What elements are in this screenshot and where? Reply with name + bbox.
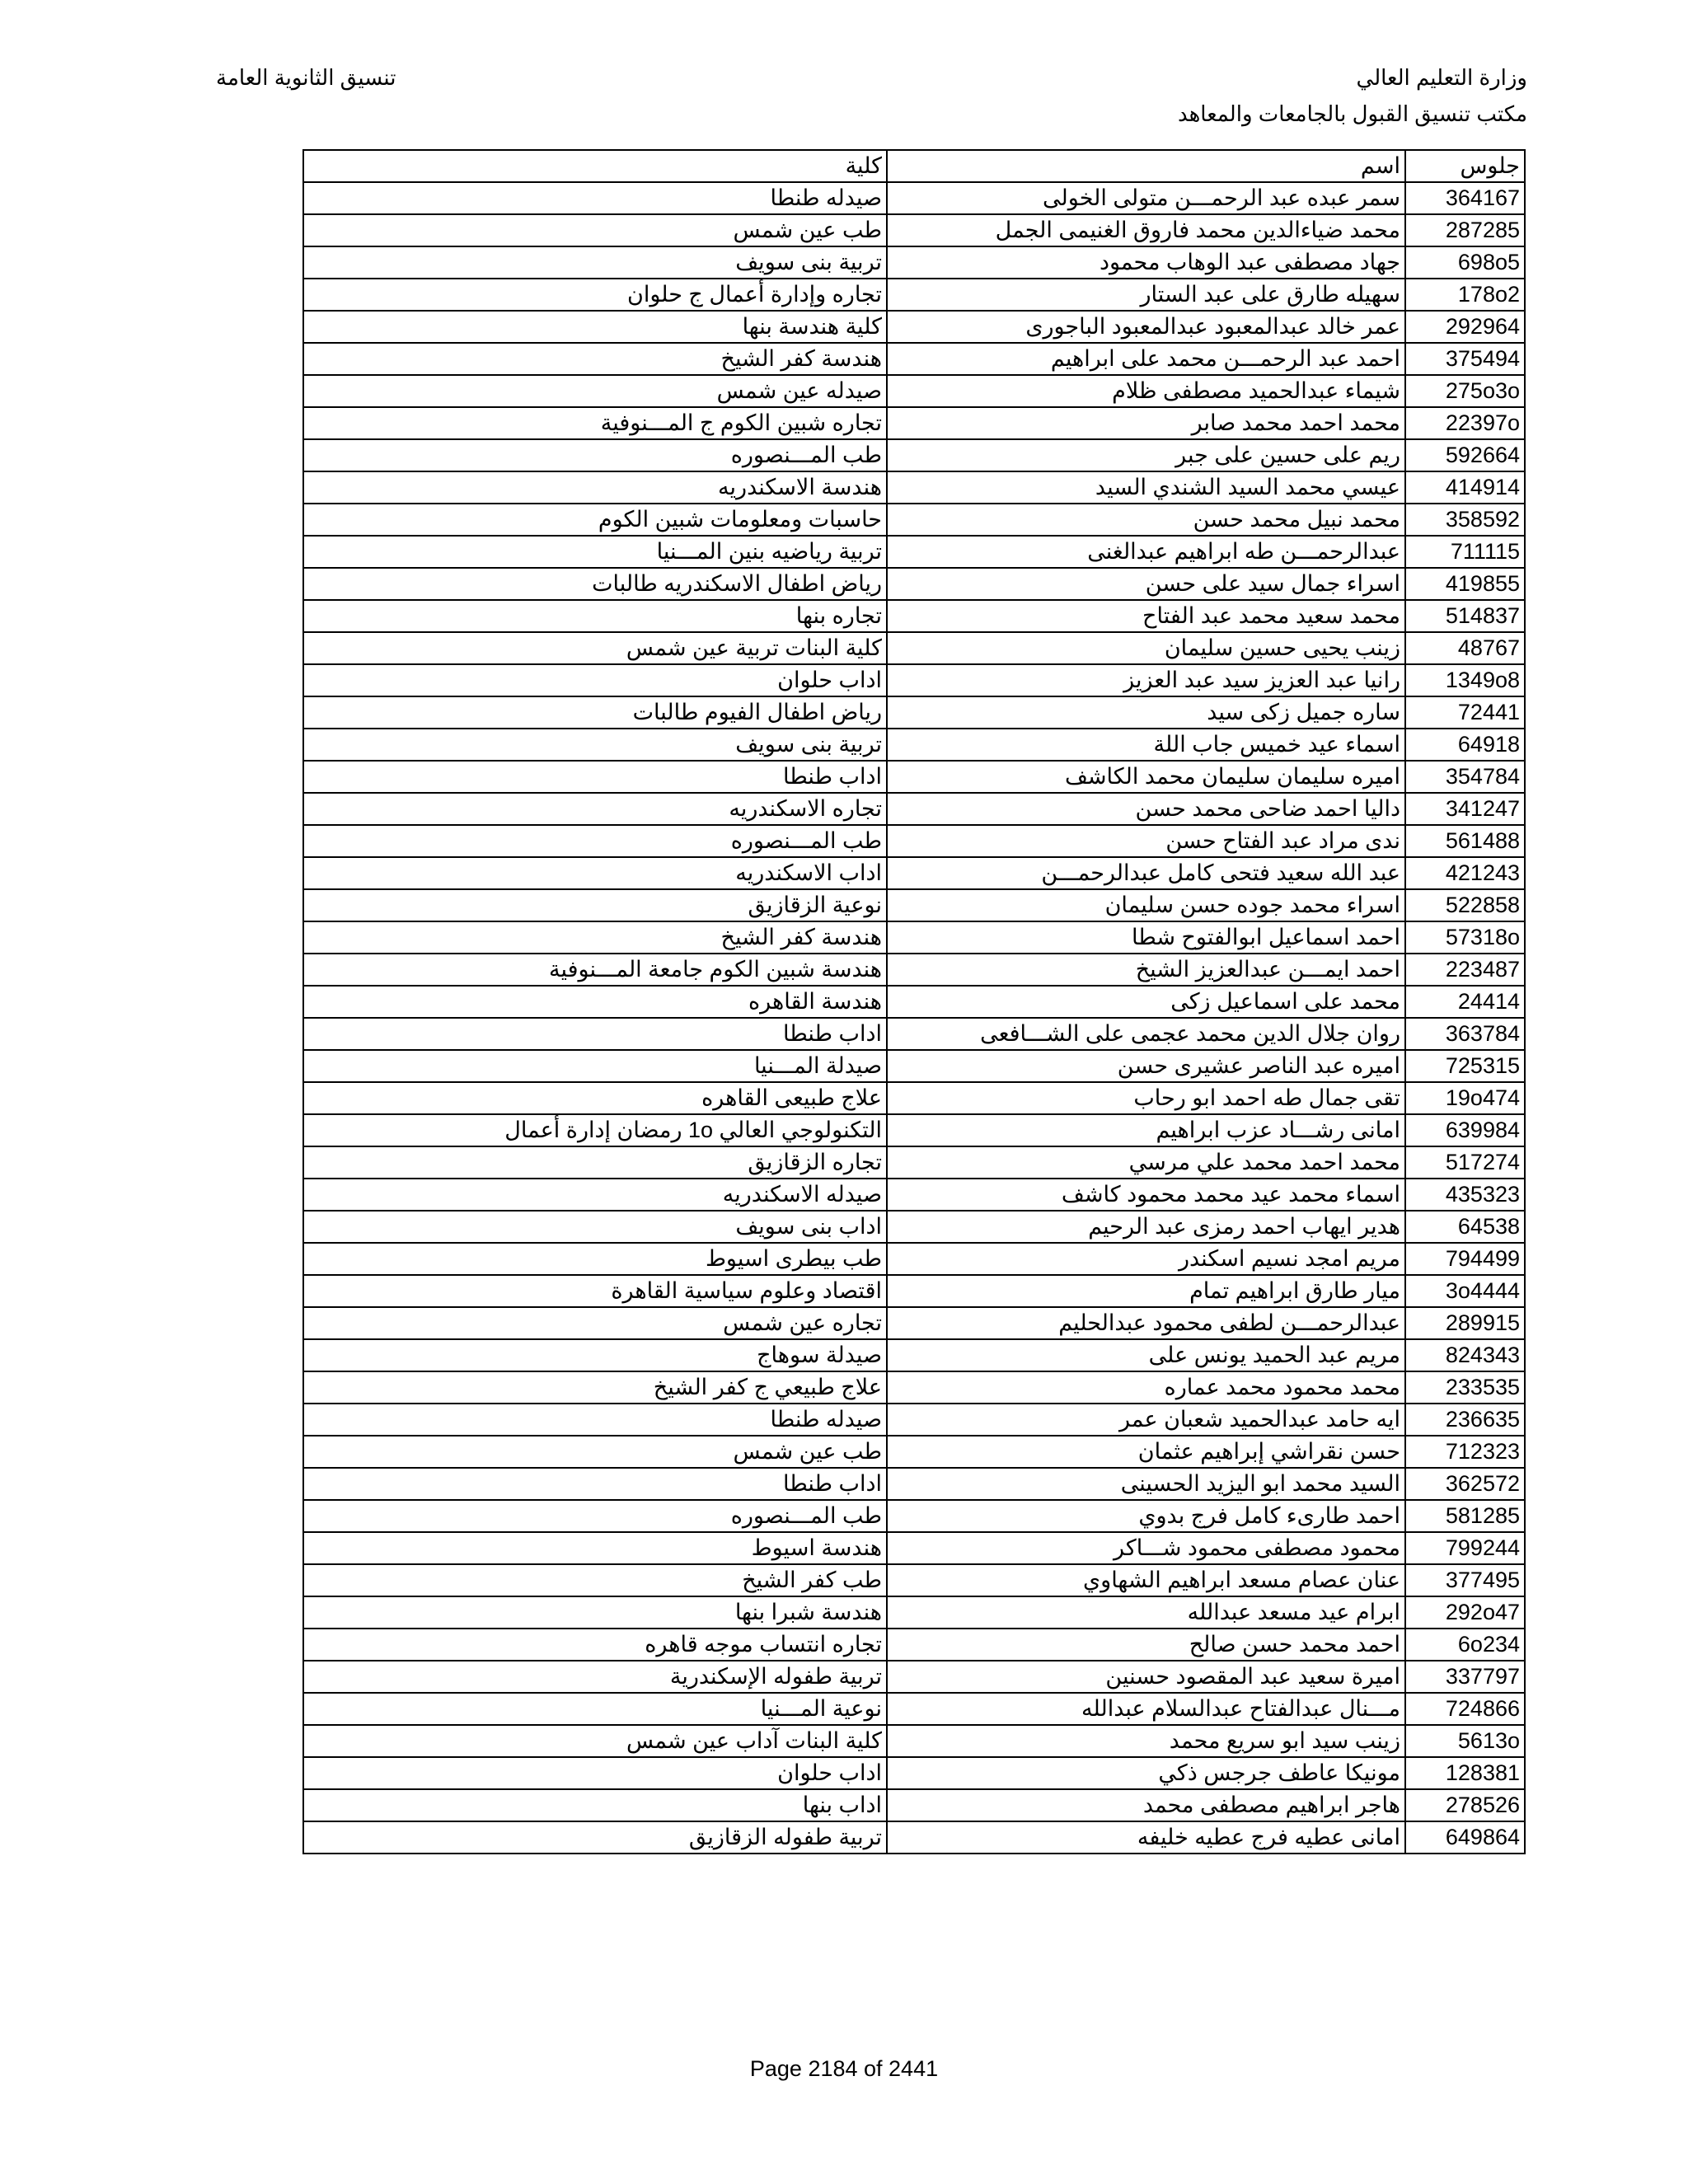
faculty-cell: اداب طنطا <box>303 1468 887 1500</box>
faculty-cell: صيدلة سوهاج <box>303 1339 887 1371</box>
column-header-name: اسم <box>887 150 1405 182</box>
seat-number-cell: 414914 <box>1405 471 1525 504</box>
faculty-cell: حاسبات ومعلومات شبين الكوم <box>303 504 887 536</box>
faculty-cell: هندسة شبين الكوم جامعة المـــنوفية <box>303 954 887 986</box>
table-row <box>303 1018 1525 1050</box>
student-name-cell: احمد محمد حسن صالح <box>887 1629 1405 1661</box>
student-name-cell: امانى عطيه فرج عطيه خليفه <box>887 1821 1405 1854</box>
office-name: مكتب تنسيق القبول بالجامعات والمعاهد <box>1177 101 1527 126</box>
faculty-cell: كلية البنات تربية عين شمس <box>303 632 887 664</box>
seat-number-cell: 1349o8 <box>1405 664 1525 696</box>
table-row <box>303 986 1525 1018</box>
seat-number-cell: 275o3o <box>1405 375 1525 407</box>
faculty-cell: رياض اطفال الفيوم طالبات <box>303 696 887 729</box>
table-row <box>303 1339 1525 1371</box>
table-row <box>303 1307 1525 1339</box>
faculty-cell: صيدله طنطا <box>303 1404 887 1436</box>
table-row <box>303 1629 1525 1661</box>
seat-number-cell: 24414 <box>1405 986 1525 1018</box>
student-name-cell: جهاد مصطفى عبد الوهاب محمود <box>887 246 1405 279</box>
student-name-cell: عبدالرحمـــن طه ابراهيم عبدالغنى <box>887 536 1405 568</box>
table-row <box>303 1821 1525 1854</box>
seat-number-cell: 435323 <box>1405 1179 1525 1211</box>
faculty-cell: اداب طنطا <box>303 1018 887 1050</box>
seat-number-cell: 794499 <box>1405 1243 1525 1275</box>
table-row <box>303 343 1525 375</box>
table-row <box>303 1532 1525 1564</box>
table-row <box>303 632 1525 664</box>
faculty-cell: التكنولوجي العالي 1o رمضان إدارة أعمال <box>303 1114 887 1146</box>
seat-number-cell: 19o474 <box>1405 1082 1525 1114</box>
table-row <box>303 954 1525 986</box>
table-row <box>303 761 1525 793</box>
column-header-faculty: كلية <box>303 150 887 182</box>
faculty-cell: تجاره عين شمس <box>303 1307 887 1339</box>
faculty-cell: هندسة كفر الشيخ <box>303 921 887 954</box>
faculty-cell: تجاره بنها <box>303 600 887 632</box>
faculty-cell: طب كفر الشيخ <box>303 1564 887 1596</box>
faculty-cell: علاج طبيعى القاهره <box>303 1082 887 1114</box>
student-name-cell: ميار طارق ابراهيم تمام <box>887 1275 1405 1307</box>
document-title: تنسيق الثانوية العامة <box>216 65 396 90</box>
student-name-cell: عيسي محمد السيد الشندي السيد <box>887 471 1405 504</box>
table-row <box>303 921 1525 954</box>
student-name-cell: محمد ضياءالدين محمد فاروق الغنيمى الجمل <box>887 214 1405 246</box>
faculty-cell: تربية طفوله الإسكندرية <box>303 1661 887 1693</box>
admissions-table <box>302 149 1526 1854</box>
table-row <box>303 696 1525 729</box>
seat-number-cell: 712323 <box>1405 1436 1525 1468</box>
table-row <box>303 1146 1525 1179</box>
faculty-cell: تجاره الزقازيق <box>303 1146 887 1179</box>
faculty-cell: اداب حلوان <box>303 1757 887 1789</box>
faculty-cell: كلية البنات آداب عين شمس <box>303 1725 887 1757</box>
table-row <box>303 1468 1525 1500</box>
faculty-cell: صيدلة المـــنيا <box>303 1050 887 1082</box>
student-name-cell: مـــنال عبدالفتاح عبدالسلام عبدالله <box>887 1693 1405 1725</box>
student-name-cell: داليا احمد ضاحى محمد حسن <box>887 793 1405 825</box>
seat-number-cell: 824343 <box>1405 1339 1525 1371</box>
student-name-cell: محمد على اسماعيل زكى <box>887 986 1405 1018</box>
seat-number-cell: 649864 <box>1405 1821 1525 1854</box>
seat-number-cell: 514837 <box>1405 600 1525 632</box>
student-name-cell: هاجر ابراهيم مصطفى محمد <box>887 1789 1405 1821</box>
student-name-cell: تقى جمال طه احمد ابو رحاب <box>887 1082 1405 1114</box>
table-header-row <box>303 150 1525 182</box>
table-row <box>303 1179 1525 1211</box>
student-name-cell: اسماء محمد عيد محمد محمود كاشف <box>887 1179 1405 1211</box>
student-name-cell: ندى مراد عبد الفتاح حسن <box>887 825 1405 857</box>
faculty-cell: طب المـــنصوره <box>303 1500 887 1532</box>
student-name-cell: شيماء عبدالحميد مصطفى ظلام <box>887 375 1405 407</box>
table-row <box>303 1725 1525 1757</box>
seat-number-cell: 57318o <box>1405 921 1525 954</box>
seat-number-cell: 22397o <box>1405 407 1525 439</box>
seat-number-cell: 725315 <box>1405 1050 1525 1082</box>
ministry-name: وزارة التعليم العالي <box>1356 65 1527 90</box>
seat-number-cell: 421243 <box>1405 857 1525 889</box>
faculty-cell: هندسة الاسكندريه <box>303 471 887 504</box>
student-name-cell: احمد عبد الرحمـــن محمد على ابراهيم <box>887 343 1405 375</box>
seat-number-cell: 3o4444 <box>1405 1275 1525 1307</box>
table-row <box>303 1757 1525 1789</box>
faculty-cell: اداب بنها <box>303 1789 887 1821</box>
table-row <box>303 1114 1525 1146</box>
student-name-cell: سهيله طارق على عبد الستار <box>887 279 1405 311</box>
student-name-cell: اميرة سعيد عبد المقصود حسنين <box>887 1661 1405 1693</box>
faculty-cell: اداب الاسكندريه <box>303 857 887 889</box>
table-row <box>303 182 1525 214</box>
table-row <box>303 536 1525 568</box>
faculty-cell: طب المـــنصوره <box>303 439 887 471</box>
seat-number-cell: 6o234 <box>1405 1629 1525 1661</box>
faculty-cell: اداب حلوان <box>303 664 887 696</box>
student-name-cell: هدير ايهاب احمد رمزى عبد الرحيم <box>887 1211 1405 1243</box>
student-name-cell: حسن نقراشي إبراهيم عثمان <box>887 1436 1405 1468</box>
seat-number-cell: 581285 <box>1405 1500 1525 1532</box>
table-row <box>303 664 1525 696</box>
student-name-cell: اسراء محمد جوده حسن سليمان <box>887 889 1405 921</box>
faculty-cell: صيدله الاسكندريه <box>303 1179 887 1211</box>
seat-number-cell: 419855 <box>1405 568 1525 600</box>
table-row <box>303 1436 1525 1468</box>
table-row <box>303 568 1525 600</box>
seat-number-cell: 639984 <box>1405 1114 1525 1146</box>
seat-number-cell: 289915 <box>1405 1307 1525 1339</box>
student-name-cell: اميره عبد الناصر عشيرى حسن <box>887 1050 1405 1082</box>
seat-number-cell: 362572 <box>1405 1468 1525 1500</box>
ministry-header <box>1178 59 1527 132</box>
faculty-cell: نوعية المـــنيا <box>303 1693 887 1725</box>
faculty-cell: هندسة كفر الشيخ <box>303 343 887 375</box>
table-row <box>303 1404 1525 1436</box>
student-name-cell: ايه حامد عبدالحميد شعبان عمر <box>887 1404 1405 1436</box>
table-row <box>303 1050 1525 1082</box>
seat-number-cell: 233535 <box>1405 1371 1525 1404</box>
faculty-cell: اداب بنى سويف <box>303 1211 887 1243</box>
faculty-cell: علاج طبيعي ج كفر الشيخ <box>303 1371 887 1404</box>
table-row <box>303 1211 1525 1243</box>
faculty-cell: هندسة شبرا بنها <box>303 1596 887 1629</box>
faculty-cell: تربية طفوله الزقازيق <box>303 1821 887 1854</box>
student-name-cell: ريم على حسين على جبر <box>887 439 1405 471</box>
student-name-cell: عمر خالد عبدالمعبود عبدالمعبود الباجورى <box>887 311 1405 343</box>
seat-number-cell: 592664 <box>1405 439 1525 471</box>
seat-number-cell: 292964 <box>1405 311 1525 343</box>
seat-number-cell: 72441 <box>1405 696 1525 729</box>
student-name-cell: محمود مصطفى محمود شـــاكر <box>887 1532 1405 1564</box>
student-name-cell: اسراء جمال سيد على حسن <box>887 568 1405 600</box>
faculty-cell: طب المـــنصوره <box>303 825 887 857</box>
table-row <box>303 311 1525 343</box>
student-name-cell: محمد محمود محمد عماره <box>887 1371 1405 1404</box>
table-row <box>303 1275 1525 1307</box>
faculty-cell: صيدله طنطا <box>303 182 887 214</box>
seat-number-cell: 363784 <box>1405 1018 1525 1050</box>
student-name-cell: مريم عبد الحميد يونس على <box>887 1339 1405 1371</box>
seat-number-cell: 292o47 <box>1405 1596 1525 1629</box>
table-row <box>303 729 1525 761</box>
seat-number-cell: 724866 <box>1405 1693 1525 1725</box>
table-row <box>303 793 1525 825</box>
student-name-cell: روان جلال الدين محمد عجمى على الشـــافعى <box>887 1018 1405 1050</box>
faculty-cell: تربية بنى سويف <box>303 729 887 761</box>
seat-number-cell: 64918 <box>1405 729 1525 761</box>
seat-number-cell: 377495 <box>1405 1564 1525 1596</box>
seat-number-cell: 287285 <box>1405 214 1525 246</box>
faculty-cell: اداب طنطا <box>303 761 887 793</box>
table-row <box>303 375 1525 407</box>
student-name-cell: محمد احمد محمد صابر <box>887 407 1405 439</box>
seat-number-cell: 517274 <box>1405 1146 1525 1179</box>
student-name-cell: محمد سعيد محمد عبد الفتاح <box>887 600 1405 632</box>
seat-number-cell: 522858 <box>1405 889 1525 921</box>
table-row <box>303 1661 1525 1693</box>
student-name-cell: عبدالرحمـــن لطفى محمود عبدالحليم <box>887 1307 1405 1339</box>
seat-number-cell: 48767 <box>1405 632 1525 664</box>
table-row <box>303 1789 1525 1821</box>
column-header-seat: جلوس <box>1405 150 1525 182</box>
table-row <box>303 857 1525 889</box>
student-name-cell: محمد احمد محمد علي مرسي <box>887 1146 1405 1179</box>
seat-number-cell: 341247 <box>1405 793 1525 825</box>
table-row <box>303 279 1525 311</box>
faculty-cell: تجاره وإدارة أعمال ج حلوان <box>303 279 887 311</box>
faculty-cell: تربية رياضيه بنين المـــنيا <box>303 536 887 568</box>
faculty-cell: طب عين شمس <box>303 1436 887 1468</box>
seat-number-cell: 364167 <box>1405 182 1525 214</box>
student-name-cell: محمد نبيل محمد حسن <box>887 504 1405 536</box>
faculty-cell: رياض اطفال الاسكندريه طالبات <box>303 568 887 600</box>
table-row <box>303 600 1525 632</box>
seat-number-cell: 223487 <box>1405 954 1525 986</box>
faculty-cell: تجاره الاسكندريه <box>303 793 887 825</box>
faculty-cell: نوعية الزقازيق <box>303 889 887 921</box>
table-row <box>303 246 1525 279</box>
table-row <box>303 889 1525 921</box>
table-row <box>303 1243 1525 1275</box>
seat-number-cell: 128381 <box>1405 1757 1525 1789</box>
student-name-cell: احمد اسماعيل ابوالفتوح شطا <box>887 921 1405 954</box>
page-number: Page 2184 of 2441 <box>749 2056 939 2081</box>
table-row <box>303 1082 1525 1114</box>
student-name-cell: اميره سليمان سليمان محمد الكاشف <box>887 761 1405 793</box>
faculty-cell: هندسة القاهره <box>303 986 887 1018</box>
student-name-cell: احمد ايمـــن عبدالعزيز الشيخ <box>887 954 1405 986</box>
student-name-cell: زينب سيد ابو سريع محمد <box>887 1725 1405 1757</box>
student-name-cell: عبد الله سعيد فتحى كامل عبدالرحمـــن <box>887 857 1405 889</box>
table-row <box>303 471 1525 504</box>
seat-number-cell: 561488 <box>1405 825 1525 857</box>
seat-number-cell: 337797 <box>1405 1661 1525 1693</box>
seat-number-cell: 236635 <box>1405 1404 1525 1436</box>
faculty-cell: تجاره انتساب موجه قاهره <box>303 1629 887 1661</box>
table-row <box>303 1371 1525 1404</box>
table-row <box>303 1693 1525 1725</box>
student-name-cell: ابرام عيد مسعد عبدالله <box>887 1596 1405 1629</box>
student-name-cell: ساره جميل زكى سيد <box>887 696 1405 729</box>
table-row <box>303 825 1525 857</box>
student-name-cell: اسماء عيد خميس جاب اللة <box>887 729 1405 761</box>
faculty-cell: طب عين شمس <box>303 214 887 246</box>
student-name-cell: زينب يحيى حسين سليمان <box>887 632 1405 664</box>
table-row <box>303 504 1525 536</box>
faculty-cell: اقتصاد وعلوم سياسية القاهرة <box>303 1275 887 1307</box>
student-name-cell: رانيا عبد العزيز سيد عبد العزيز <box>887 664 1405 696</box>
seat-number-cell: 698o5 <box>1405 246 1525 279</box>
faculty-cell: هندسة اسيوط <box>303 1532 887 1564</box>
student-name-cell: مريم امجد نسيم اسكندر <box>887 1243 1405 1275</box>
table-row <box>303 1500 1525 1532</box>
faculty-cell: تربية بنى سويف <box>303 246 887 279</box>
table-row <box>303 439 1525 471</box>
faculty-cell: تجاره شبين الكوم ج المـــنوفية <box>303 407 887 439</box>
faculty-cell: كلية هندسة بنها <box>303 311 887 343</box>
table-row <box>303 214 1525 246</box>
seat-number-cell: 375494 <box>1405 343 1525 375</box>
seat-number-cell: 358592 <box>1405 504 1525 536</box>
seat-number-cell: 64538 <box>1405 1211 1525 1243</box>
student-name-cell: امانى رشـــاد عزب ابراهيم <box>887 1114 1405 1146</box>
table-row <box>303 407 1525 439</box>
seat-number-cell: 178o2 <box>1405 279 1525 311</box>
seat-number-cell: 799244 <box>1405 1532 1525 1564</box>
faculty-cell: طب بيطرى اسيوط <box>303 1243 887 1275</box>
table-row <box>303 1564 1525 1596</box>
faculty-cell: صيدله عين شمس <box>303 375 887 407</box>
seat-number-cell: 354784 <box>1405 761 1525 793</box>
student-name-cell: مونيكا عاطف جرجس ذكي <box>887 1757 1405 1789</box>
seat-number-cell: 5613o <box>1405 1725 1525 1757</box>
student-name-cell: عنان عصام مسعد ابراهيم الشهاوي <box>887 1564 1405 1596</box>
table-row <box>303 1596 1525 1629</box>
seat-number-cell: 711115 <box>1405 536 1525 568</box>
table-body <box>303 182 1525 1854</box>
student-name-cell: السيد محمد ابو اليزيد الحسينى <box>887 1468 1405 1500</box>
seat-number-cell: 278526 <box>1405 1789 1525 1821</box>
student-name-cell: احمد طارىء كامل فرج بدوي <box>887 1500 1405 1532</box>
student-name-cell: سمر عبده عبد الرحمـــن متولى الخولى <box>887 182 1405 214</box>
